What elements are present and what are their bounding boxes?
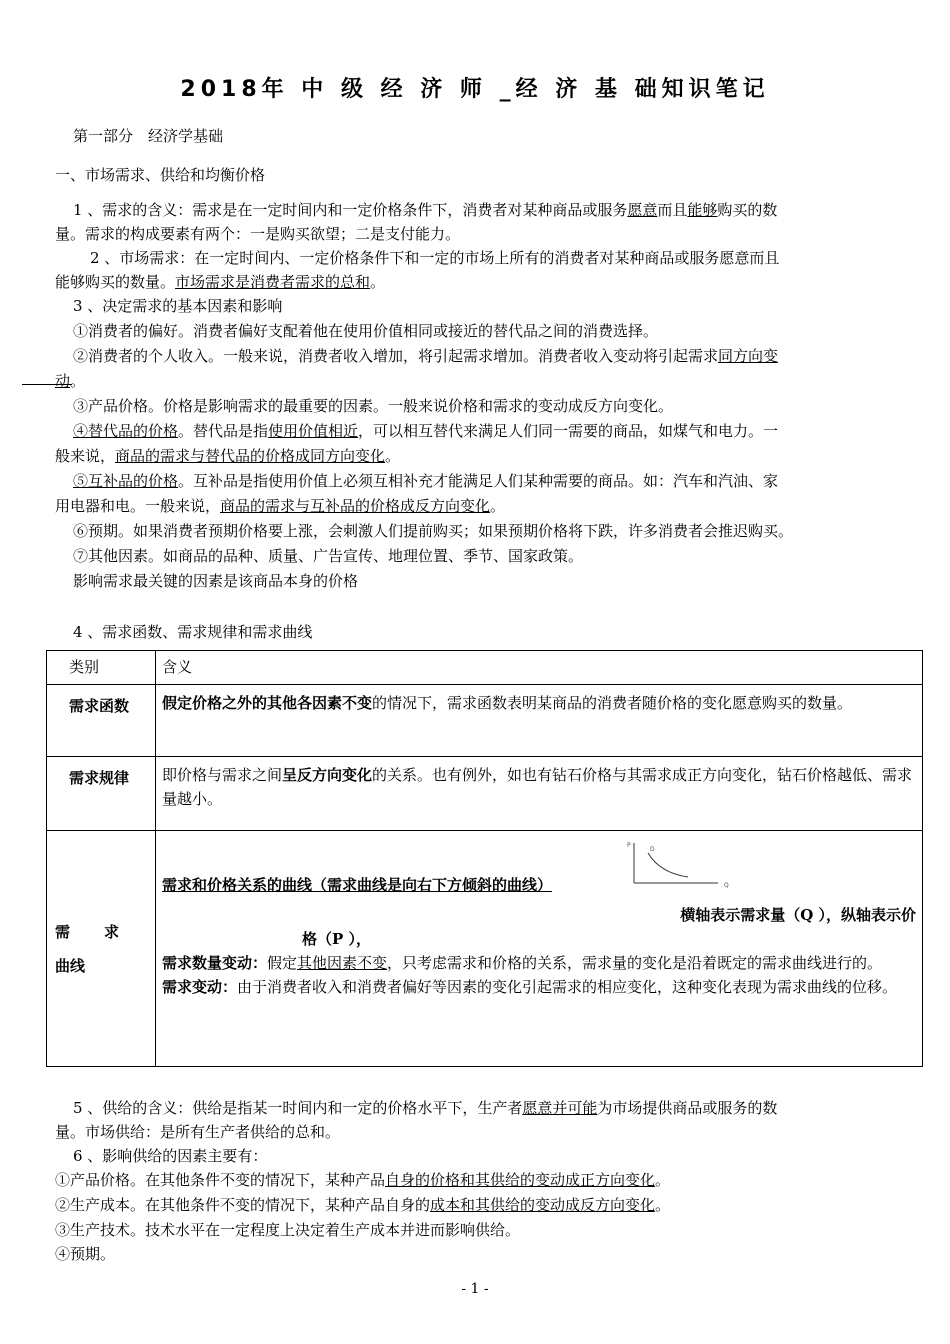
table-header-row <box>47 651 923 685</box>
paragraph-demand-definition-cont: 量。需求的构成要素有两个：一是购买欲望；二是支付能力。 <box>55 225 461 243</box>
paragraph-market-demand: 2 、市场需求：在一定时间内、一定价格条件下和一定的市场上所有的消费者对某种商品或服务愿意而且 <box>90 249 780 267</box>
table-row <box>47 831 923 1067</box>
paragraph-demand-function-heading: 4 、需求函数、需求规律和需求曲线 <box>73 623 313 641</box>
factor-complement: ⑤互补品的价格。互补品是指使用价值上必须互相补充才能满足人们某种需要的商品。如：汽车和汽油、家 <box>73 472 779 490</box>
paragraph-supply-definition-cont: 量。市场供给：是所有生产者供给的总和。 <box>55 1123 341 1141</box>
axis-label-p: P <box>627 842 631 849</box>
row-demand-function-text: 假定价格之外的其他各因素不变的情况下，需求函数表明某商品的消费者随价格的变化愿意购买的数量。 <box>156 685 923 757</box>
factor-preference: ①消费者的偏好。消费者偏好支配着他在使用价值相同或接近的替代品之间的消费选择。 <box>73 322 659 340</box>
paragraph-factors-heading: 3 、决定需求的基本因素和影响 <box>73 297 283 315</box>
supply-factor-technology: ③生产技术。技术水平在一定程度上决定着生产成本并进而影响供给。 <box>55 1221 521 1239</box>
axis-description: 横轴表示需求量（Q ），纵轴表示价 <box>680 906 916 924</box>
table-header-meaning: 含义 <box>156 651 923 685</box>
table-row <box>47 685 923 757</box>
factor-expectation: ⑥预期。如果消费者预期价格要上涨，会刺激人们提前购买；如果预期价格将下跌，许多消费者会推迟购买。 <box>73 522 794 540</box>
document-title: 2018年 中 级 经 济 师 _经 济 基 础知识笔记 <box>180 77 770 102</box>
factor-substitute-cont: 般来说，商品的需求与替代品的价格成同方向变化。 <box>55 447 401 465</box>
page-number: - 1 - <box>461 1281 489 1297</box>
axis-description-cont: 格（P ）， <box>302 930 372 948</box>
demand-curve-diagram <box>626 839 736 893</box>
factor-substitute: ④替代品的价格。替代品是指使用价值相近，可以相互替代来满足人们同一需要的商品，如煤气和电力。一 <box>73 422 779 440</box>
table-header-category: 类别 <box>47 651 156 685</box>
part-heading: 第一部分 经济学基础 <box>73 127 224 145</box>
factor-other: ⑦其他因素。如商品的品种、质量、广告宣传、地理位置、季节、国家政策。 <box>73 547 584 565</box>
supply-factor-price: ①产品价格。在其他条件不变的情况下，某种产品自身的价格和其供给的变动成正方向变化。 <box>55 1171 671 1189</box>
supply-factor-cost: ②生产成本。在其他条件不变的情况下，某种产品自身的成本和其供给的变动成反方向变化。 <box>55 1196 671 1214</box>
factor-price: ③产品价格。价格是影响需求的最重要的因素。一般来说价格和需求的变动成反方向变化。 <box>73 397 674 415</box>
factor-complement-cont: 用电器和电。一般来说，商品的需求与互补品的价格成反方向变化。 <box>55 497 506 515</box>
paragraph-market-demand-cont: 能够购买的数量。市场需求是消费者需求的总和。 <box>55 273 386 291</box>
supply-factor-expectation: ④预期。 <box>55 1245 116 1263</box>
table-row <box>47 757 923 831</box>
section-heading: 一、市场需求、供给和均衡价格 <box>55 166 266 184</box>
demand-curve <box>648 853 688 877</box>
row-demand-law-label: 需求规律 <box>47 757 156 831</box>
key-factor-note: 影响需求最关键的因素是该商品本身的价格 <box>73 572 359 590</box>
demand-change-text: 需求变动：由于消费者收入和消费者偏好等因素的变化引起需求的相应变化，这种变化表现为需求曲线的位移。 <box>162 978 898 996</box>
quantity-change-text: 需求数量变动：假定其他因素不变，只考虑需求和价格的关系，需求量的变化是沿着既定的需求曲线进行的。 <box>162 954 883 972</box>
curve-label-d: D <box>650 846 655 853</box>
paragraph-supply-definition: 5 、供给的含义：供给是指某一时间内和一定的价格水平下，生产者愿意并可能为市场提供商品或服务的数 <box>73 1099 778 1117</box>
demand-table <box>46 650 923 1067</box>
paragraph-supply-factors-heading: 6 、影响供给的因素主要有： <box>73 1147 268 1165</box>
row-demand-law-text: 即价格与需求之间呈反方向变化的关系。也有例外，如也有钻石价格与其需求成正方向变化，钻石价格越低、需求量越小。 <box>156 757 923 831</box>
factor-income: ②消费者的个人收入。一般来说，消费者收入增加，将引起需求增加。消费者收入变动将引起需求同方向变 <box>73 347 779 365</box>
factor-income-cont: 动。 <box>55 372 86 390</box>
axis-label-q: Q <box>724 882 729 889</box>
paragraph-demand-definition: 1 、需求的含义：需求是在一定时间内和一定价格条件下，消费者对某种商品或服务愿意而且能够购买的数 <box>73 201 778 219</box>
row-demand-function-label: 需求函数 <box>47 685 156 757</box>
row-demand-curve-label: 需 求 曲线 <box>47 831 156 1067</box>
row-demand-curve-text <box>156 831 923 1067</box>
demand-curve-description: 需求和价格关系的曲线（需求曲线是向右下方倾斜的曲线） <box>162 876 553 894</box>
